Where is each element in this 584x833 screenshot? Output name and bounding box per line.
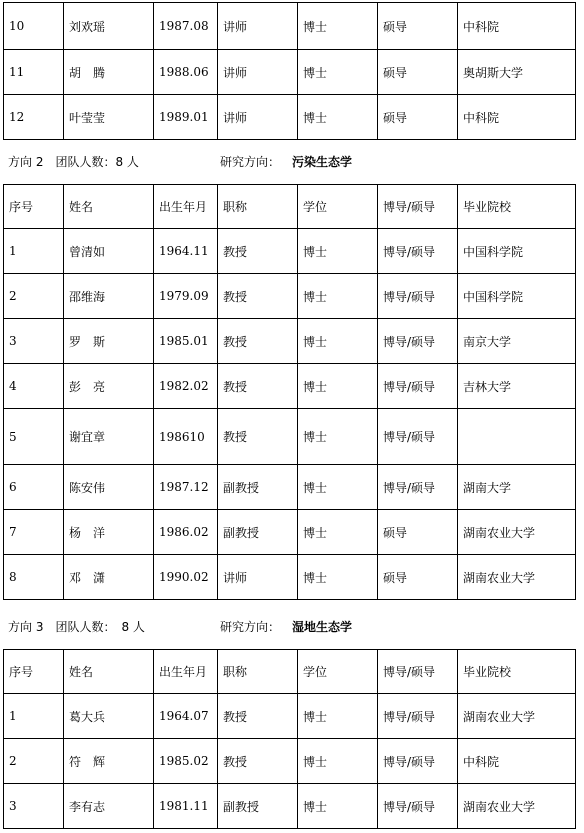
team-table-2 (3, 184, 576, 600)
school-cell: 湖南大学 (458, 465, 576, 510)
title-cell: 讲师 (218, 555, 298, 600)
title-cell: 教授 (218, 274, 298, 319)
column-header: 毕业院校 (458, 185, 576, 229)
header-row (4, 185, 576, 229)
name-cell: 杨 洋 (64, 510, 154, 555)
degree-cell: 博士 (298, 3, 378, 50)
school-cell: 吉林大学 (458, 364, 576, 409)
degree-cell: 博士 (298, 510, 378, 555)
birth-cell: 1990.02 (154, 555, 218, 600)
row-number: 1 (4, 229, 64, 274)
column-header: 博导/硕导 (378, 185, 458, 229)
degree-cell: 博士 (298, 274, 378, 319)
degree-cell: 博士 (298, 229, 378, 274)
school-cell: 中科院 (458, 95, 576, 140)
birth-cell: 1981.11 (154, 784, 218, 829)
title-cell: 教授 (218, 409, 298, 465)
table-row (4, 510, 576, 555)
advisor-cell: 博导/硕导 (378, 364, 458, 409)
school-cell (458, 409, 576, 465)
birth-cell: 1985.02 (154, 739, 218, 784)
advisor-cell: 博导/硕导 (378, 694, 458, 739)
degree-cell: 博士 (298, 364, 378, 409)
table-row (4, 319, 576, 364)
advisor-cell: 博导/硕导 (378, 465, 458, 510)
title-cell: 教授 (218, 364, 298, 409)
table-row (4, 739, 576, 784)
birth-cell: 1964.07 (154, 694, 218, 739)
section-2-research-label: 研究方向： (220, 154, 281, 169)
title-cell: 教授 (218, 229, 298, 274)
row-number: 2 (4, 274, 64, 319)
birth-cell: 1987.12 (154, 465, 218, 510)
title-cell: 副教授 (218, 465, 298, 510)
table-row (4, 3, 576, 50)
section-3-research-value: 湿地生态学 (292, 619, 353, 634)
school-cell: 中国科学院 (458, 229, 576, 274)
column-header: 职称 (218, 650, 298, 694)
degree-cell: 博士 (298, 409, 378, 465)
column-header: 序号 (4, 650, 64, 694)
table-row (4, 694, 576, 739)
title-cell: 教授 (218, 694, 298, 739)
column-header: 序号 (4, 185, 64, 229)
school-cell: 湖南农业大学 (458, 510, 576, 555)
section-2-header (3, 140, 581, 182)
name-cell: 谢宜章 (64, 409, 154, 465)
table-row (4, 465, 576, 510)
column-header: 学位 (298, 185, 378, 229)
row-number: 3 (4, 319, 64, 364)
table-row (4, 409, 576, 465)
birth-cell: 1986.02 (154, 510, 218, 555)
column-header: 姓名 (64, 185, 154, 229)
row-number: 8 (4, 555, 64, 600)
name-cell: 刘欢瑶 (64, 3, 154, 50)
degree-cell: 博士 (298, 739, 378, 784)
birth-cell: 1989.01 (154, 95, 218, 140)
table-row (4, 229, 576, 274)
birth-cell: 1964.11 (154, 229, 218, 274)
title-cell: 副教授 (218, 510, 298, 555)
title-cell: 教授 (218, 319, 298, 364)
row-number: 2 (4, 739, 64, 784)
name-cell: 葛大兵 (64, 694, 154, 739)
school-cell: 奥胡斯大学 (458, 50, 576, 95)
table-row (4, 95, 576, 140)
name-cell: 符 辉 (64, 739, 154, 784)
team-table-1 (3, 2, 576, 140)
advisor-cell: 博导/硕导 (378, 319, 458, 364)
school-cell: 湖南农业大学 (458, 784, 576, 829)
row-number: 7 (4, 510, 64, 555)
column-header: 学位 (298, 650, 378, 694)
row-number: 1 (4, 694, 64, 739)
name-cell: 邓 潇 (64, 555, 154, 600)
table-row (4, 50, 576, 95)
degree-cell: 博士 (298, 784, 378, 829)
advisor-cell: 博导/硕导 (378, 229, 458, 274)
birth-cell: 1987.08 (154, 3, 218, 50)
title-cell: 副教授 (218, 784, 298, 829)
degree-cell: 博士 (298, 465, 378, 510)
name-cell: 彭 亮 (64, 364, 154, 409)
section-3-label: 方向 3 团队人数： 8 人 (8, 619, 145, 634)
advisor-cell: 博导/硕导 (378, 409, 458, 465)
column-header: 出生年月 (154, 185, 218, 229)
advisor-cell: 硕导 (378, 95, 458, 140)
row-number: 4 (4, 364, 64, 409)
row-number: 6 (4, 465, 64, 510)
name-cell: 陈安伟 (64, 465, 154, 510)
advisor-cell: 硕导 (378, 555, 458, 600)
degree-cell: 博士 (298, 95, 378, 140)
team-table-3 (3, 649, 576, 829)
advisor-cell: 博导/硕导 (378, 274, 458, 319)
school-cell: 中国科学院 (458, 274, 576, 319)
title-cell: 讲师 (218, 3, 298, 50)
header-row (4, 650, 576, 694)
advisor-cell: 博导/硕导 (378, 739, 458, 784)
section-3-research-label: 研究方向： (220, 619, 281, 634)
column-header: 博导/硕导 (378, 650, 458, 694)
row-number: 11 (4, 50, 64, 95)
row-number: 5 (4, 409, 64, 465)
school-cell: 湖南农业大学 (458, 694, 576, 739)
table-row (4, 555, 576, 600)
degree-cell: 博士 (298, 555, 378, 600)
birth-cell: 1982.02 (154, 364, 218, 409)
column-header: 出生年月 (154, 650, 218, 694)
school-cell: 南京大学 (458, 319, 576, 364)
section-3-header (3, 605, 581, 647)
title-cell: 讲师 (218, 95, 298, 140)
advisor-cell: 硕导 (378, 50, 458, 95)
degree-cell: 博士 (298, 319, 378, 364)
degree-cell: 博士 (298, 694, 378, 739)
column-header: 毕业院校 (458, 650, 576, 694)
name-cell: 李有志 (64, 784, 154, 829)
advisor-cell: 硕导 (378, 3, 458, 50)
row-number: 10 (4, 3, 64, 50)
name-cell: 胡 腾 (64, 50, 154, 95)
table-row (4, 784, 576, 829)
title-cell: 教授 (218, 739, 298, 784)
name-cell: 叶莹莹 (64, 95, 154, 140)
birth-cell: 198610 (154, 409, 218, 465)
birth-cell: 1979.09 (154, 274, 218, 319)
table-row (4, 364, 576, 409)
column-header: 姓名 (64, 650, 154, 694)
column-header: 职称 (218, 185, 298, 229)
section-2-research-value: 污染生态学 (292, 154, 353, 169)
advisor-cell: 博导/硕导 (378, 784, 458, 829)
school-cell: 湖南农业大学 (458, 555, 576, 600)
school-cell: 中科院 (458, 739, 576, 784)
name-cell: 邵维海 (64, 274, 154, 319)
section-2-label: 方向 2 团队人数：8 人 (8, 154, 139, 169)
name-cell: 曾清如 (64, 229, 154, 274)
row-number: 12 (4, 95, 64, 140)
degree-cell: 博士 (298, 50, 378, 95)
name-cell: 罗 斯 (64, 319, 154, 364)
title-cell: 讲师 (218, 50, 298, 95)
row-number: 3 (4, 784, 64, 829)
table-row (4, 274, 576, 319)
birth-cell: 1985.01 (154, 319, 218, 364)
birth-cell: 1988.06 (154, 50, 218, 95)
school-cell: 中科院 (458, 3, 576, 50)
advisor-cell: 硕导 (378, 510, 458, 555)
